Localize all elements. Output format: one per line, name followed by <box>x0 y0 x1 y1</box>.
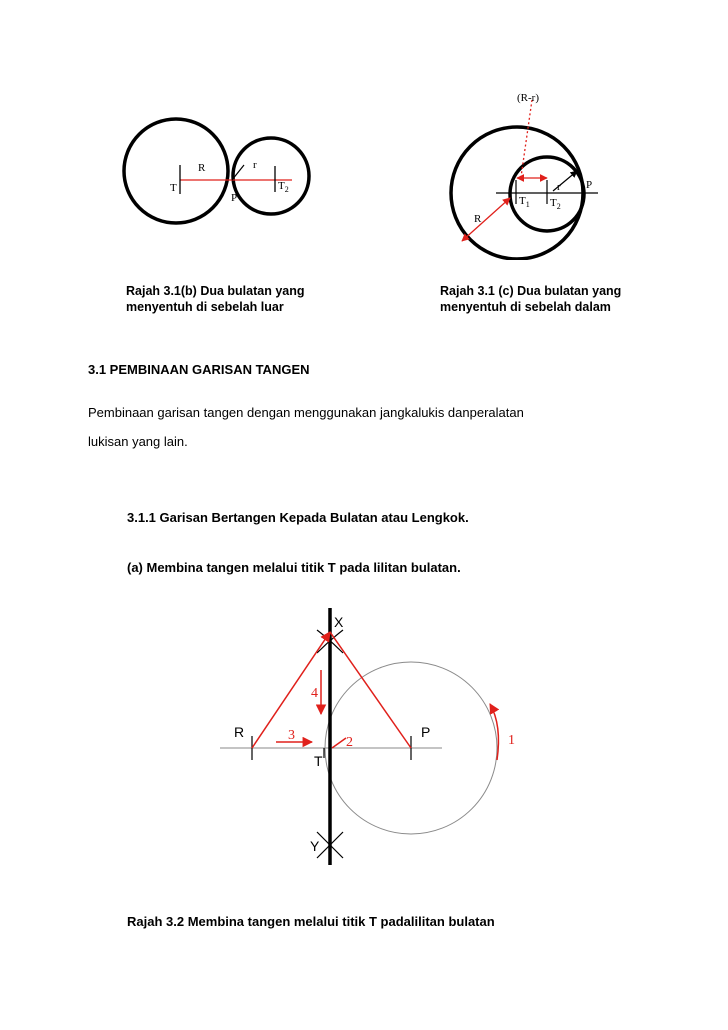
fig-32-step-1: 1 <box>508 733 515 748</box>
fig-32-label-R: R <box>234 724 245 740</box>
paragraph-line1: Pembinaan garisan tangen dengan menggunakan jangkalukis danperalatan <box>88 405 524 420</box>
figure-3-1c <box>430 80 620 260</box>
fig-b-label-T2: $T_2$ <box>278 180 289 194</box>
caption-3-2: Rajah 3.2 Membina tangen melalui titik T padalilitan bulatan <box>127 914 495 929</box>
caption-3-1b-line1: Rajah 3.1(b) Dua bulatan yang <box>126 284 305 298</box>
paragraph-line2: lukisan yang lain. <box>88 434 188 449</box>
fig-c-label-r: r <box>557 181 561 193</box>
fig-c-label-T2: $T_2$ <box>550 197 561 211</box>
large-circle <box>124 119 228 223</box>
R-arrow <box>462 198 510 241</box>
step-a-heading: (a) Membina tangen melalui titik T pada lilitan bulatan. <box>127 560 461 575</box>
fig-32-label-X: X <box>334 614 344 630</box>
fig-32-label-P: P <box>421 724 431 740</box>
caption-3-1c-line2: menyentuh di sebelah dalam <box>440 300 611 314</box>
caption-3-1b <box>126 283 305 315</box>
fig-b-label-T: T <box>170 182 177 194</box>
fig-b-label-r: r <box>253 159 257 171</box>
fig-b-label-R: R <box>198 162 206 174</box>
figure-3-2 <box>210 600 540 870</box>
line-X-P <box>330 632 411 748</box>
fig-c-label-R: R <box>474 213 482 225</box>
section-paragraph <box>88 398 524 456</box>
subsection-heading: 3.1.1 Garisan Bertangen Kepada Bulatan atau Lengkok. <box>127 510 469 525</box>
fig-32-label-T: T <box>314 753 323 769</box>
figure-3-1b <box>110 110 330 240</box>
caption-3-1c-line1: Rajah 3.1 (c) Dua bulatan yang <box>440 284 622 298</box>
fig-32-step-3: 3 <box>288 728 295 743</box>
caption-3-1b-line2: menyentuh di sebelah luar <box>126 300 284 314</box>
fig-c-label-P: P <box>586 179 593 191</box>
fig-32-step-2: 2 <box>346 735 353 750</box>
section-heading: 3.1 PEMBINAAN GARISAN TANGEN <box>88 362 310 377</box>
fig-32-label-Y: Y <box>310 838 320 854</box>
small-circle <box>233 138 309 214</box>
fig-c-label-T1: $T_1$ <box>519 195 530 209</box>
fig-c-label-Rr: (R-r) <box>517 92 539 104</box>
fig-32-step-4: 4 <box>311 686 318 701</box>
arrow-2 <box>332 738 346 748</box>
caption-3-1c <box>440 283 621 315</box>
fig-b-label-P: P <box>231 192 238 204</box>
